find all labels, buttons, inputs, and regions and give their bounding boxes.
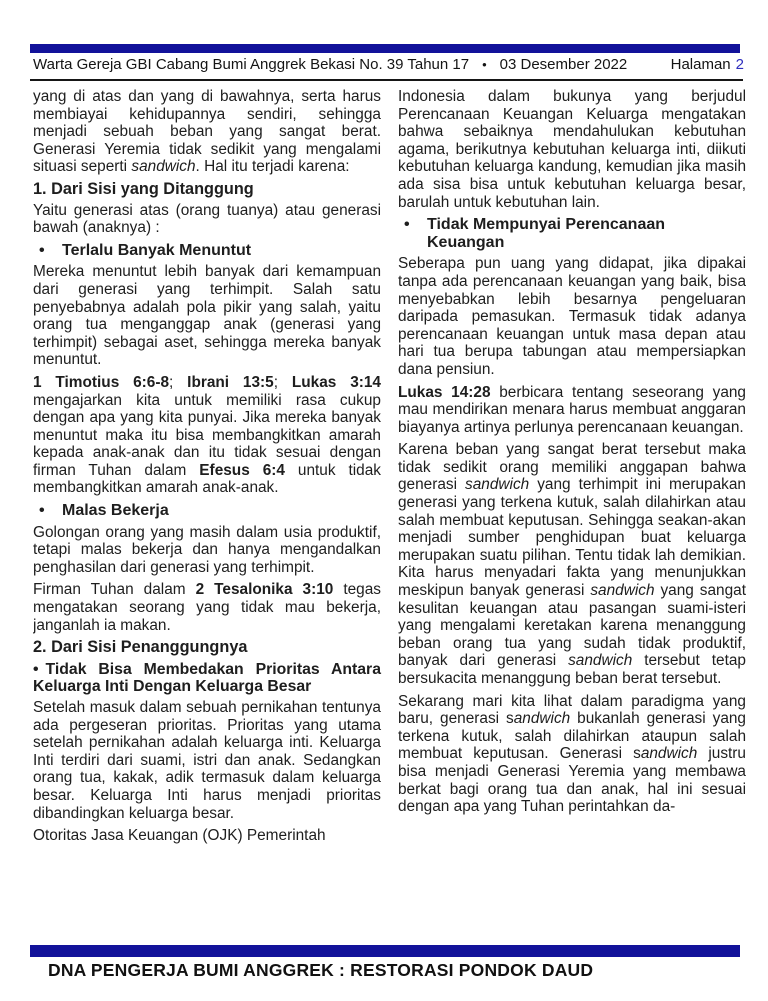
text-run: andwich bbox=[640, 745, 698, 763]
text-run: Mereka menuntut lebih banyak dari kemampuan dari generasi yang terhimpit. Salah satu penyebabnya adalah pola pikir yang salah, yaitu orang tua menganggap anak (generasi yang terhimpit) sebagai aset, sehingga mereka banyak menuntut. bbox=[33, 263, 381, 369]
text-run: bukanlah generasi yang terkena kutuk, salah dilahirkan ataupun salah membuat keputusan. Generasi s bbox=[398, 710, 746, 763]
text-run: untuk tidak membangkitkan amarah anak-anak. bbox=[33, 461, 381, 497]
text-run: justru bisa menjadi Generasi Yeremia yang membawa berkat bagi orang tua dan anak, hal ini sesuai dengan apa yang Tuhan perintahkan da- bbox=[398, 745, 746, 816]
text-run: Yaitu generasi atas (orang tuanya) atau generasi bawah (anaknya) : bbox=[33, 201, 381, 237]
paragraph bbox=[33, 524, 381, 577]
bullet-item bbox=[33, 242, 381, 260]
paragraph bbox=[33, 263, 381, 369]
text-run: . Hal itu terjadi karena: bbox=[195, 158, 350, 176]
left-column bbox=[33, 88, 381, 943]
text-run: ; bbox=[273, 373, 292, 391]
paragraph bbox=[398, 693, 746, 816]
bullet-icon: • bbox=[39, 502, 45, 520]
paragraph bbox=[398, 384, 746, 437]
text-run: Indonesia dalam bukunya yang berjudul Perencanaan Keuangan Keluarga mengatakan bahwa sebaiknya mendahulukan kebutuhan agama, berikutnya kebutuhan keluarga inti, diikuti kebutuhan keluarga kandung, kemudian jika masih ada sisa bisa untuk kebutuhan keluarga besar, barulah untuk kebutuhan lain. bbox=[398, 88, 746, 211]
paragraph bbox=[398, 255, 746, 378]
paragraph bbox=[33, 581, 381, 634]
header-divider bbox=[30, 79, 743, 81]
text-run: andwich bbox=[513, 710, 571, 728]
text-run: Lukas 3:14 bbox=[291, 373, 381, 391]
text-run: sandwich bbox=[590, 582, 655, 600]
text-run: yang sangat kesulitan keuangan atau pasangan suami-isteri yang mengalami keretakan karena menanggung beban orang tua yang sudah tidak produktif, banyak dari generasi bbox=[398, 582, 746, 670]
paragraph bbox=[33, 88, 381, 176]
text-run: sandwich bbox=[465, 476, 530, 494]
text-run: tersebut tetap bersukacita menanggung beban berat tersebut. bbox=[398, 652, 746, 687]
bullet-item bbox=[398, 216, 746, 251]
text-run: berbicara tentang seseorang yang mau mendirikan menara harus membuat anggaran biayanya artinya perlunya perencanaan keuangan. bbox=[398, 383, 746, 436]
newsletter-masthead bbox=[33, 56, 627, 73]
page-number-area bbox=[671, 56, 744, 73]
article-body bbox=[33, 88, 746, 943]
text-run: Efesus 6:4 bbox=[199, 461, 285, 479]
text-run: 2 Tesalonika 3:10 bbox=[195, 581, 334, 599]
text-run: sandwich bbox=[568, 652, 633, 670]
bullet-item bbox=[33, 661, 381, 696]
page-header bbox=[33, 56, 744, 73]
footer-slogan: DNA PENGERJA BUMI ANGGREK : RESTORASI PONDOK DAUD bbox=[48, 960, 594, 980]
header-accent-bar bbox=[30, 44, 740, 53]
text-run: Lukas 14:28 bbox=[398, 383, 491, 401]
page-number-label: Halaman bbox=[670, 56, 731, 73]
bullet-item bbox=[33, 502, 381, 520]
text-run: 2. Dari Sisi Penanggungnya bbox=[33, 638, 248, 657]
paragraph bbox=[33, 827, 381, 845]
text-run: Firman Tuhan dalam bbox=[33, 581, 196, 599]
paragraph bbox=[33, 374, 381, 497]
text-run: Golongan orang yang masih dalam usia produktif, tetapi malas bekerja dan hanya mengandalkan penghasilan dari generasi yang terhimpit. bbox=[33, 523, 381, 576]
text-run: Ibrani 13:5 bbox=[187, 373, 274, 391]
text-run: yang di atas dan yang di bawahnya, serta harus membiayai kehidupannya sendiri, sehingga menjadi sebuah beban yang sangat berat. Generasi Yeremia tidak sedikit yang mengalami situasi seperti bbox=[33, 88, 381, 176]
page-number-value: 2 bbox=[735, 56, 744, 73]
right-column bbox=[398, 88, 746, 943]
text-run: Setelah masuk dalam sebuah pernikahan tentunya ada pergeseran prioritas. Prioritas yang utama setelah pernikahan adalah keluarga inti. Keluarga Inti terdiri dari suami, istri dan anak. Sedangkan orang tua, kakak, adik termasuk dalam keluarga besar. Keluarga Inti harus menjadi prioritas dibandingkan keluarga besar. bbox=[33, 699, 381, 822]
text-run: Terlalu Banyak Menuntut bbox=[62, 241, 252, 259]
text-run: mengajarkan kita untuk memiliki rasa cukup dengan apa yang kita punyai. Jika mereka banyak menuntut maka itu bisa membangkitkan amarah kepada anak-anak dan itu tidak sesuai dengan firman Tuhan dalam bbox=[33, 391, 381, 479]
bullet-icon: • bbox=[33, 660, 39, 678]
text-run: Seberapa pun uang yang didapat, jika dipakai tanpa ada perencanaan keuangan yang baik, bisa menyebabkan lebih besarnya pengeluaran daripada pemasukan. Termasuk tidak adanya perencanaan keuangan untuk masa depan atau hari tua berupa tabungan atau mempersiapkan dana pensiun. bbox=[398, 255, 746, 378]
text-run: 1. Dari Sisi yang Ditanggung bbox=[33, 179, 254, 198]
paragraph bbox=[398, 441, 746, 687]
text-run: Karena beban yang sangat berat tersebut maka tidak sedikit orang memiliki anggapan bahwa generasi bbox=[398, 441, 746, 494]
issue-date: 03 Desember 2022 bbox=[499, 56, 628, 73]
text-run: Sekarang mari kita lihat dalam paradigma yang baru, generasi s bbox=[398, 692, 746, 728]
newsletter-title: Warta Gereja GBI Cabang Bumi Anggrek Bekasi No. 39 Tahun 17 bbox=[33, 56, 470, 73]
bullet-icon: • bbox=[404, 216, 410, 234]
text-run: yang terhimpit ini merupakan generasi yang terkena kutuk, salah dilahirkan atau salah membuat keputusan. Sehingga seakan-akan menjadi sumber penghidupan buat keluarga merupakan suatu pilihan. Tentu tidak lah demikian. Kita harus menyadari fakta yang menunjukkan meskipun banyak generasi bbox=[398, 476, 746, 600]
text-run: Malas Bekerja bbox=[62, 502, 169, 520]
text-run: Otoritas Jasa Keuangan (OJK) Pemerintah bbox=[33, 827, 326, 845]
bullet-separator-icon: • bbox=[482, 57, 487, 72]
footer-accent-bar bbox=[30, 945, 740, 957]
text-run: Tidak Bisa Membedakan Prioritas Antara Keluarga Inti Dengan Keluarga Besar bbox=[33, 660, 381, 696]
bullet-icon: • bbox=[39, 241, 45, 259]
text-run: Tidak Mempunyai Perencanaan Keuangan bbox=[427, 216, 666, 251]
text-run: sandwich bbox=[131, 158, 196, 176]
text-run: 1 Timotius 6:6-8 bbox=[33, 373, 170, 391]
paragraph bbox=[33, 202, 381, 237]
paragraph bbox=[33, 699, 381, 822]
text-run: ; bbox=[169, 373, 188, 391]
paragraph bbox=[398, 88, 746, 211]
section-heading bbox=[33, 639, 381, 657]
section-heading bbox=[33, 181, 381, 199]
text-run: tegas mengatakan seorang yang tidak mau bekerja, janganlah ia makan. bbox=[33, 581, 381, 634]
